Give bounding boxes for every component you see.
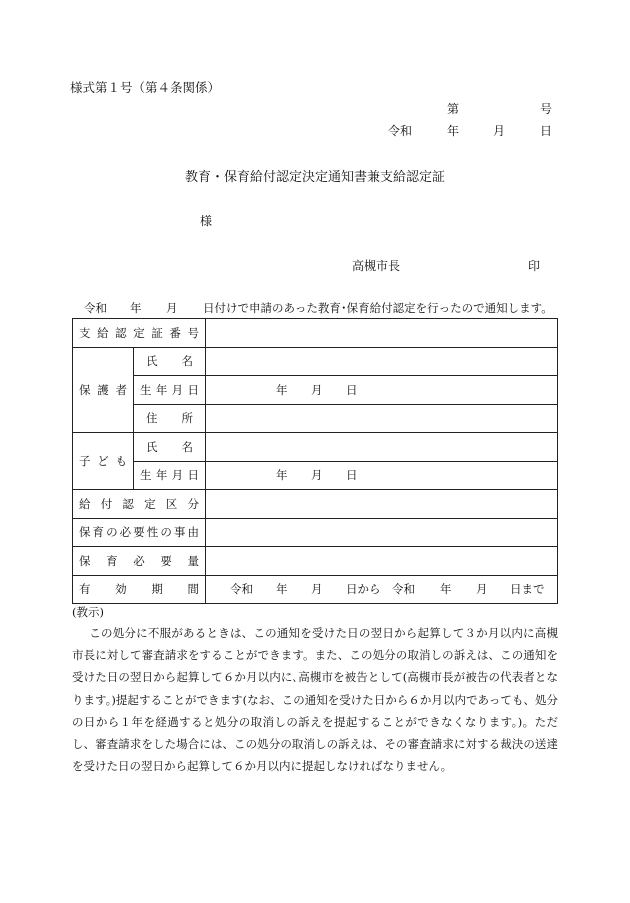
issuer-name: 高槻市長: [352, 259, 401, 273]
cert-number-label: 支給認定証番号: [79, 325, 199, 340]
intro-year: 年: [130, 301, 142, 315]
table-row: [73, 404, 558, 433]
child-birthdate-value: [206, 461, 558, 490]
form-number: 様式第１号（第４条関係）: [70, 80, 221, 95]
care-amount-label: 保育必要量: [79, 553, 199, 568]
child-name-value: [206, 433, 558, 462]
date-month: 月: [311, 382, 323, 397]
table-row: [73, 518, 558, 547]
date-year: 年: [276, 468, 288, 483]
validity-from-month: 月: [311, 582, 323, 597]
validity-from-day: 日から: [346, 582, 381, 597]
guardian-label: 保護者: [79, 382, 127, 397]
doc-number-dai: 第: [447, 102, 460, 116]
validity-from-year: 年: [276, 582, 288, 597]
table-row: [73, 347, 558, 376]
certificate-table: [72, 318, 558, 604]
issuer-seal: 印: [528, 259, 541, 273]
validity-value: [206, 575, 558, 604]
table-row: [73, 319, 558, 348]
issue-date-year: 年: [447, 124, 460, 138]
validity-to-year: 年: [440, 582, 452, 597]
cert-number-value: [206, 319, 558, 348]
table-row: [73, 376, 558, 405]
table-row: [73, 433, 558, 462]
intro-text: 日付けで申請のあった教育･保育給付認定を行ったので通知します。: [203, 301, 553, 315]
guardian-address-label: 住所: [146, 411, 193, 426]
intro-month: 月: [166, 301, 178, 315]
doc-number-go: 号: [540, 102, 553, 116]
intro-era: 令和: [84, 301, 107, 315]
benefit-class-value: [206, 490, 558, 519]
child-birthdate-label: 生年月日: [140, 468, 199, 483]
notice-heading: (教示): [72, 605, 104, 619]
table-row: [73, 575, 558, 604]
care-amount-value: [206, 547, 558, 576]
issue-date-day: 日: [540, 124, 553, 138]
date-day: 日: [346, 468, 358, 483]
notice-body: この処分に不服があるときは、この通知を受けた日の翌日から起算して３か月以内に高槻市長に対して審査請求をすることができます。また、この処分の取消しの訴えは、この通知を受けた日の翌日から起算して６か月以内に､高槻市を被告として(高槻市長が被告の代表者となります。)提起することができます(なお、この通知を受けた日から６か月以内であっても、処分の日から１年を経過すると処分の取消しの訴えを提起することができなくなります。)。ただし、審査請求をした場合には、この処分の取消しの訴えは、その審査請求に対する裁決の送達を受けた日の翌日から起算して６か月以内に提起しなければなりません。: [72, 626, 558, 774]
issue-date-era: 令和: [388, 124, 413, 138]
date-year: 年: [276, 382, 288, 397]
guardian-name-value: [206, 347, 558, 376]
date-month: 月: [311, 468, 323, 483]
validity-to-era: 令和: [392, 582, 415, 597]
document-title: 教育・保育給付認定決定通知書兼支給認定証: [184, 170, 445, 185]
issue-date-month: 月: [493, 124, 506, 138]
validity-label: 有効期間: [79, 582, 199, 597]
date-day: 日: [346, 382, 358, 397]
recipient-suffix: 様: [200, 214, 213, 228]
validity-to-day: 日まで: [510, 582, 545, 597]
guardian-name-label: 氏名: [146, 354, 193, 369]
necessity-reason-value: [206, 518, 558, 547]
validity-from-era: 令和: [230, 582, 253, 597]
guardian-address-value: [206, 404, 558, 433]
child-name-label: 氏名: [146, 439, 193, 454]
guardian-birthdate-label: 生年月日: [140, 382, 199, 397]
table-row: [73, 461, 558, 490]
table-row: [73, 490, 558, 519]
child-label: 子ども: [79, 454, 127, 468]
table-row: [73, 547, 558, 576]
necessity-reason-label: 保育の必要性の事由: [79, 525, 199, 540]
guardian-birthdate-value: [206, 376, 558, 405]
validity-to-month: 月: [476, 582, 488, 597]
benefit-class-label: 給付認定区分: [79, 496, 199, 511]
